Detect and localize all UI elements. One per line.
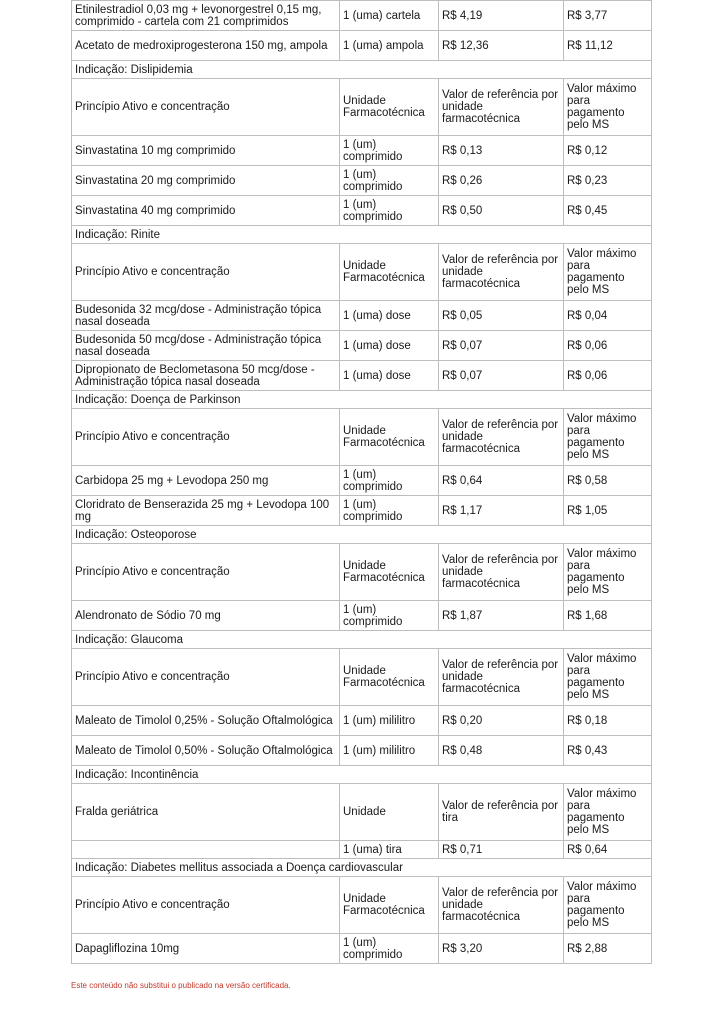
referencia-cell: R$ 0,13: [439, 136, 564, 166]
unidade-cell: 1 (uma) dose: [340, 361, 439, 391]
document-page: [71, 0, 651, 964]
header-principio: Princípio Ativo e concentração: [72, 244, 340, 301]
maximo-cell: R$ 0,06: [564, 361, 652, 391]
header-maximo: Valor máximo para pagamento pelo MS: [564, 784, 652, 841]
indication-row: [72, 859, 652, 877]
maximo-cell: R$ 0,64: [564, 841, 652, 859]
maximo-cell: R$ 0,45: [564, 196, 652, 226]
indication-row: [72, 61, 652, 79]
referencia-cell: R$ 0,64: [439, 466, 564, 496]
table-row: [72, 31, 652, 61]
unidade-cell: 1 (um) comprimido: [340, 934, 439, 964]
principio-cell: Sinvastatina 20 mg comprimido: [72, 166, 340, 196]
referencia-cell: R$ 4,19: [439, 1, 564, 31]
header-unidade: Unidade Farmacotécnica: [340, 877, 439, 934]
maximo-cell: R$ 0,23: [564, 166, 652, 196]
header-row: [72, 649, 652, 706]
header-principio: Fralda geriátrica: [72, 784, 340, 841]
principio-cell: Carbidopa 25 mg + Levodopa 250 mg: [72, 466, 340, 496]
indication-label: Indicação: Diabetes mellitus associada a Doença cardiovascular: [72, 859, 652, 877]
maximo-cell: R$ 0,12: [564, 136, 652, 166]
principio-cell: Alendronato de Sódio 70 mg: [72, 601, 340, 631]
maximo-cell: R$ 2,88: [564, 934, 652, 964]
referencia-cell: R$ 3,20: [439, 934, 564, 964]
maximo-cell: R$ 0,18: [564, 706, 652, 736]
table-row: [72, 841, 652, 859]
referencia-cell: R$ 0,20: [439, 706, 564, 736]
indication-row: [72, 226, 652, 244]
principio-cell: Maleato de Timolol 0,25% - Solução Oftalmológica: [72, 706, 340, 736]
referencia-cell: R$ 1,87: [439, 601, 564, 631]
indication-label: Indicação: Doença de Parkinson: [72, 391, 652, 409]
header-maximo: Valor máximo para pagamento pelo MS: [564, 649, 652, 706]
principio-cell: Sinvastatina 40 mg comprimido: [72, 196, 340, 226]
indication-label: Indicação: Rinite: [72, 226, 652, 244]
unidade-cell: 1 (um) comprimido: [340, 136, 439, 166]
unidade-cell: 1 (um) comprimido: [340, 601, 439, 631]
principio-cell: Dapagliflozina 10mg: [72, 934, 340, 964]
header-unidade: Unidade Farmacotécnica: [340, 244, 439, 301]
header-unidade: Unidade Farmacotécnica: [340, 649, 439, 706]
principio-cell: Sinvastatina 10 mg comprimido: [72, 136, 340, 166]
principio-cell: Budesonida 50 mcg/dose - Administração tópica nasal doseada: [72, 331, 340, 361]
table-row: [72, 166, 652, 196]
principio-cell: Dipropionato de Beclometasona 50 mcg/dose - Administração tópica nasal doseada: [72, 361, 340, 391]
header-row: [72, 409, 652, 466]
indication-row: [72, 631, 652, 649]
referencia-cell: R$ 0,05: [439, 301, 564, 331]
table-row: [72, 361, 652, 391]
header-maximo: Valor máximo para pagamento pelo MS: [564, 877, 652, 934]
table-row: [72, 466, 652, 496]
principio-cell: [72, 841, 340, 859]
principio-cell: Cloridrato de Benserazida 25 mg + Levodopa 100 mg: [72, 496, 340, 526]
header-principio: Princípio Ativo e concentração: [72, 649, 340, 706]
header-unidade: Unidade: [340, 784, 439, 841]
referencia-cell: R$ 0,26: [439, 166, 564, 196]
unidade-cell: 1 (uma) dose: [340, 331, 439, 361]
indication-label: Indicação: Glaucoma: [72, 631, 652, 649]
maximo-cell: R$ 1,68: [564, 601, 652, 631]
table-row: [72, 706, 652, 736]
header-row: [72, 79, 652, 136]
header-referencia: Valor de referência por unidade farmacotécnica: [439, 79, 564, 136]
header-row: [72, 244, 652, 301]
table-row: [72, 1, 652, 31]
unidade-cell: 1 (um) mililitro: [340, 736, 439, 766]
maximo-cell: R$ 11,12: [564, 31, 652, 61]
table-row: [72, 934, 652, 964]
unidade-cell: 1 (uma) ampola: [340, 31, 439, 61]
unidade-cell: 1 (um) comprimido: [340, 166, 439, 196]
maximo-cell: R$ 3,77: [564, 1, 652, 31]
header-unidade: Unidade Farmacotécnica: [340, 409, 439, 466]
header-principio: Princípio Ativo e concentração: [72, 877, 340, 934]
referencia-cell: R$ 0,48: [439, 736, 564, 766]
footer-disclaimer: Este conteúdo não substitui o publicado na versão certificada.: [71, 981, 291, 990]
unidade-cell: 1 (uma) dose: [340, 301, 439, 331]
table-row: [72, 301, 652, 331]
header-referencia: Valor de referência por unidade farmacotécnica: [439, 544, 564, 601]
indication-label: Indicação: Incontinência: [72, 766, 652, 784]
indication-label: Indicação: Osteoporose: [72, 526, 652, 544]
maximo-cell: R$ 0,58: [564, 466, 652, 496]
price-table: [71, 0, 652, 964]
indication-row: [72, 526, 652, 544]
header-principio: Princípio Ativo e concentração: [72, 79, 340, 136]
header-principio: Princípio Ativo e concentração: [72, 544, 340, 601]
referencia-cell: R$ 0,71: [439, 841, 564, 859]
unidade-cell: 1 (um) mililitro: [340, 706, 439, 736]
referencia-cell: R$ 1,17: [439, 496, 564, 526]
unidade-cell: 1 (uma) cartela: [340, 1, 439, 31]
unidade-cell: 1 (um) comprimido: [340, 196, 439, 226]
table-row: [72, 496, 652, 526]
principio-cell: Etinilestradiol 0,03 mg + levonorgestrel 0,15 mg, comprimido - cartela com 21 comprimidos: [72, 1, 340, 31]
indication-row: [72, 766, 652, 784]
header-maximo: Valor máximo para pagamento pelo MS: [564, 79, 652, 136]
header-row: [72, 784, 652, 841]
header-maximo: Valor máximo para pagamento pelo MS: [564, 244, 652, 301]
maximo-cell: R$ 1,05: [564, 496, 652, 526]
table-row: [72, 331, 652, 361]
maximo-cell: R$ 0,43: [564, 736, 652, 766]
indication-label: Indicação: Dislipidemia: [72, 61, 652, 79]
principio-cell: Budesonida 32 mcg/dose - Administração tópica nasal doseada: [72, 301, 340, 331]
indication-row: [72, 391, 652, 409]
header-referencia: Valor de referência por unidade farmacotécnica: [439, 877, 564, 934]
table-row: [72, 601, 652, 631]
table-row: [72, 136, 652, 166]
principio-cell: Maleato de Timolol 0,50% - Solução Oftalmológica: [72, 736, 340, 766]
table-row: [72, 196, 652, 226]
header-unidade: Unidade Farmacotécnica: [340, 79, 439, 136]
header-row: [72, 544, 652, 601]
header-referencia: Valor de referência por tira: [439, 784, 564, 841]
header-referencia: Valor de referência por unidade farmacotécnica: [439, 244, 564, 301]
referencia-cell: R$ 12,36: [439, 31, 564, 61]
header-principio: Princípio Ativo e concentração: [72, 409, 340, 466]
header-maximo: Valor máximo para pagamento pelo MS: [564, 544, 652, 601]
maximo-cell: R$ 0,04: [564, 301, 652, 331]
principio-cell: Acetato de medroxiprogesterona 150 mg, ampola: [72, 31, 340, 61]
header-referencia: Valor de referência por unidade farmacotécnica: [439, 649, 564, 706]
unidade-cell: 1 (um) comprimido: [340, 466, 439, 496]
unidade-cell: 1 (uma) tira: [340, 841, 439, 859]
referencia-cell: R$ 0,50: [439, 196, 564, 226]
referencia-cell: R$ 0,07: [439, 331, 564, 361]
header-unidade: Unidade Farmacotécnica: [340, 544, 439, 601]
unidade-cell: 1 (um) comprimido: [340, 496, 439, 526]
header-referencia: Valor de referência por unidade farmacotécnica: [439, 409, 564, 466]
maximo-cell: R$ 0,06: [564, 331, 652, 361]
table-row: [72, 736, 652, 766]
header-maximo: Valor máximo para pagamento pelo MS: [564, 409, 652, 466]
header-row: [72, 877, 652, 934]
referencia-cell: R$ 0,07: [439, 361, 564, 391]
